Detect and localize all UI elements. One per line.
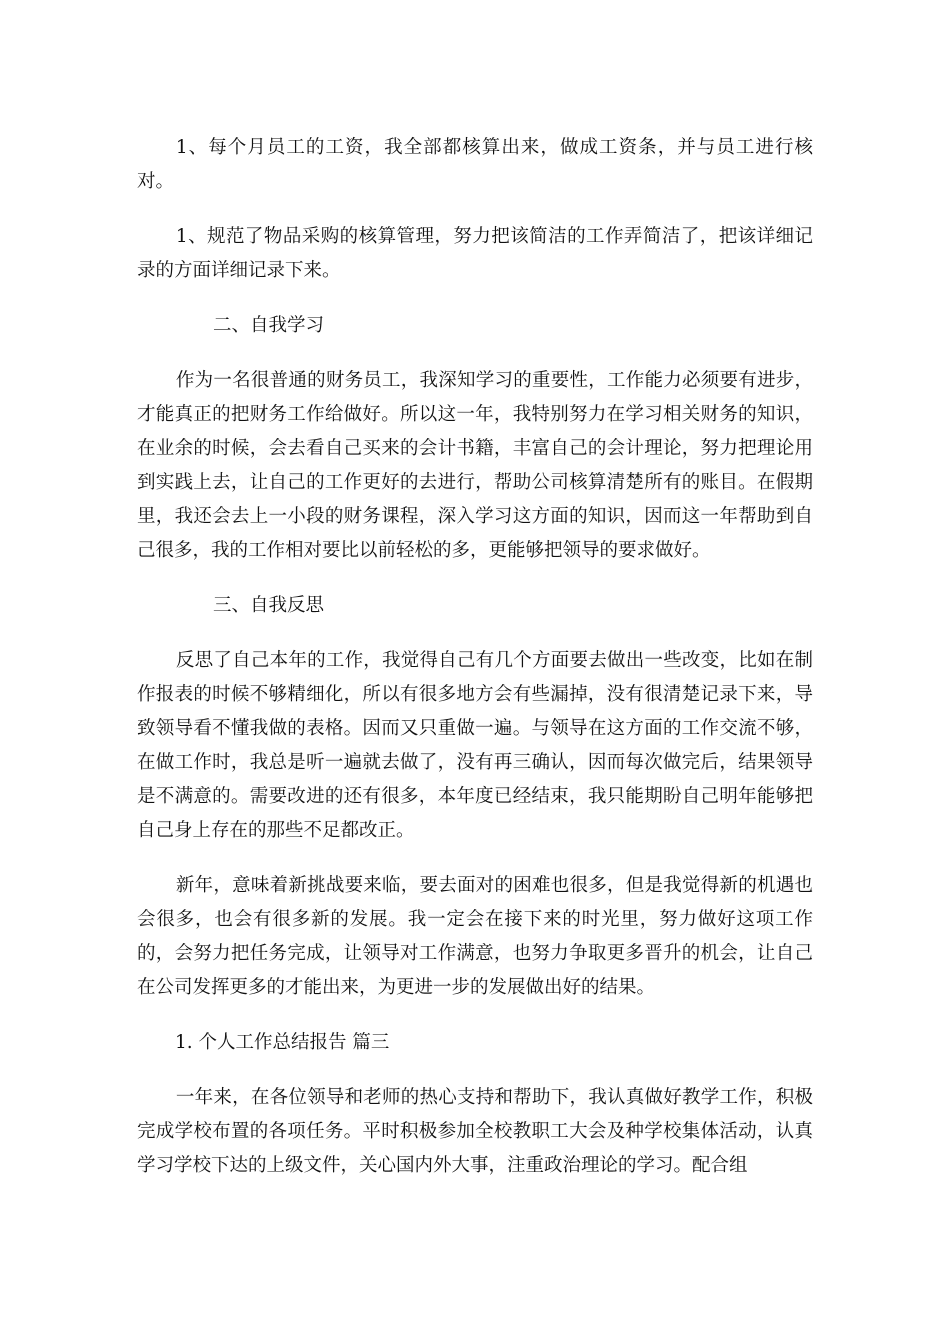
paragraph-report-3-intro: 一年来，在各位领导和老师的热心支持和帮助下，我认真做好教学工作，积极完成学校布置的各项任务。平时积极参加全校教职工大会及种学校集体活动，认真学习学校下达的上级文件，关心国内外大事，注重政治理论的学习。配合组 (137, 1087, 813, 1176)
document-body (137, 131, 813, 1204)
paragraph-procurement: 1、规范了物品采购的核算管理，努力把该简洁的工作弄简洁了，把该详细记录的方面详细记录下来。 (137, 226, 813, 281)
paragraph-new-year: 新年，意味着新挑战要来临，要去面对的困难也很多，但是我觉得新的机遇也会很多，也会有很多新的发展。我一定会在接下来的时光里，努力做好这项工作的，会努力把任务完成，让领导对工作满意，也努力争取更多晋升的机会，让自己在公司发挥更多的才能出来，为更进一步的发展做出好的结果。 (137, 875, 813, 998)
paragraph-self-reflection: 反思了自己本年的工作，我觉得自己有几个方面要去做出一些改变，比如在制作报表的时候不够精细化，所以有很多地方会有些漏掉，没有很清楚记录下来，导致领导看不懂我做的表格。因而又只重做一遍。与领导在这方面的工作交流不够，在做工作时，我总是听一遍就去做了，没有再三确认，因而每次做完后，结果领导是不满意的。需要改进的还有很多，本年度已经结束，我只能期盼自己明年能够把自己身上存在的那些不足都改正。 (137, 650, 813, 841)
section-heading-self-reflection: 三、自我反思 (213, 595, 325, 616)
paragraph-self-study: 作为一名很普通的财务员工，我深知学习的重要性，工作能力必须要有进步，才能真正的把财务工作给做好。所以这一年，我特别努力在学习相关财务的知识，在业余的时候，会去看自己买来的会计书籍，丰富自己的会计理论，努力把理论用到实践上去，让自己的工作更好的去进行，帮助公司核算清楚所有的账目。在假期里，我还会去上一小段的财务课程，深入学习这方面的知识，因而这一年帮助到自己很多，我的工作相对要比以前轻松的多，更能够把领导的要求做好。 (137, 370, 813, 561)
part-heading-report-3: 1. 个人工作总结报告 篇三 (175, 1032, 390, 1053)
section-heading-self-study: 二、自我学习 (213, 315, 325, 336)
paragraph-salary-check: 1、每个月员工的工资，我全部都核算出来，做成工资条，并与员工进行核对。 (137, 137, 813, 192)
